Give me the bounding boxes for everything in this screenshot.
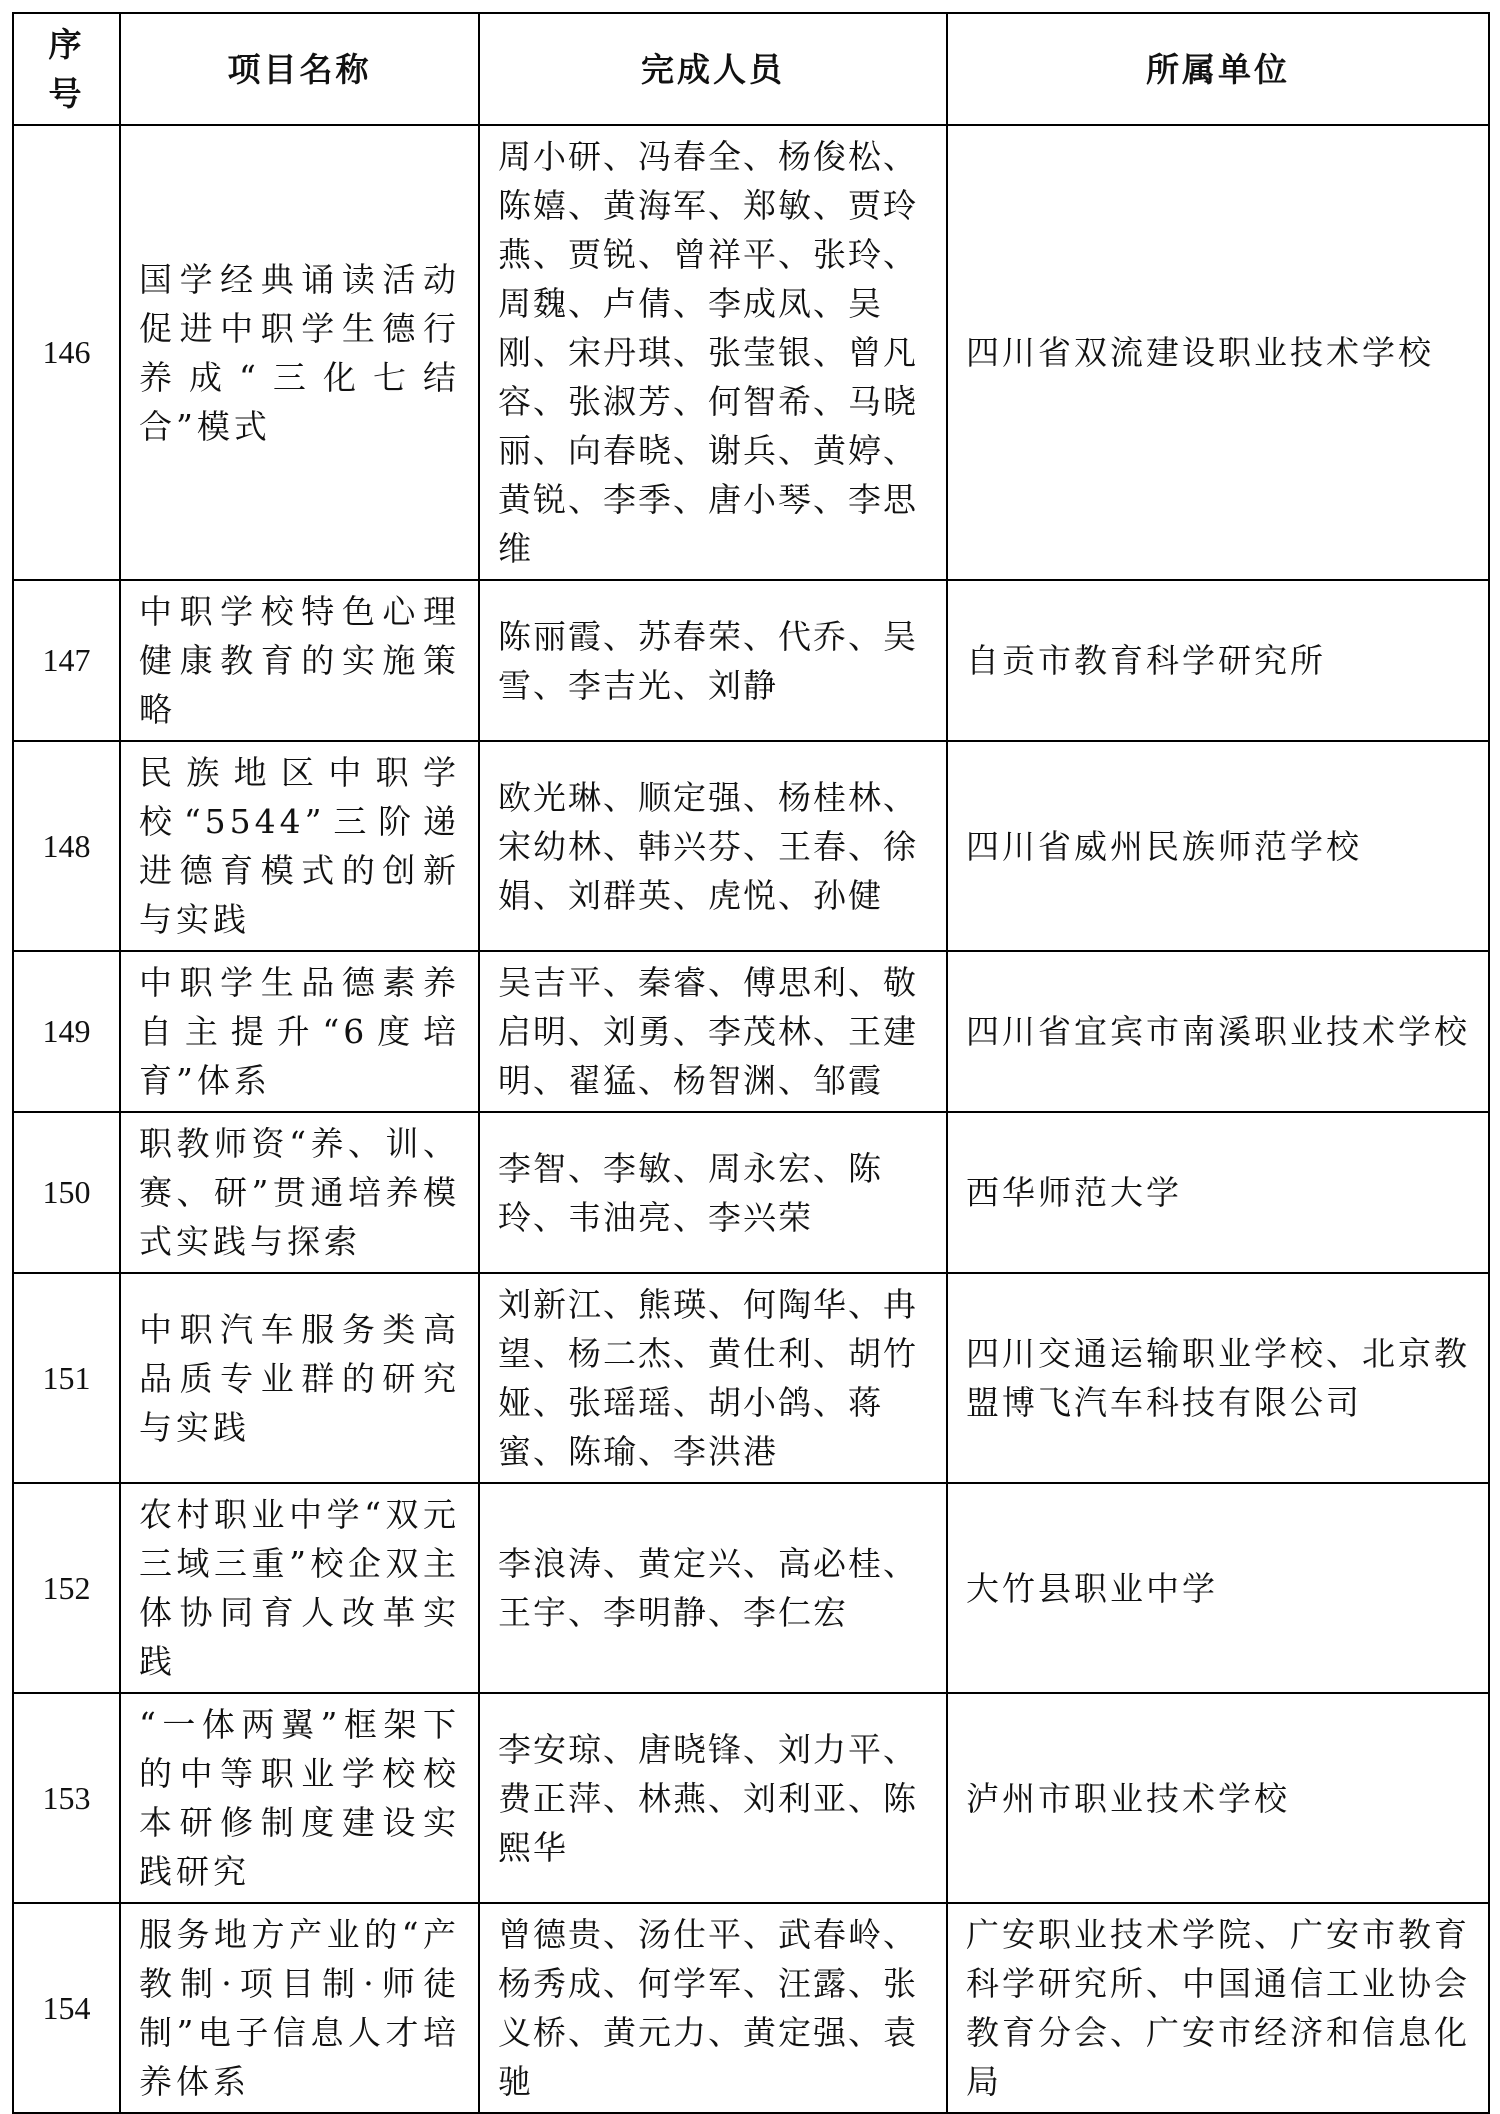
- members-cell: 刘新江、熊瑛、何陶华、冉望、杨二杰、黄仕利、胡竹娅、张瑶瑶、胡小鸽、蒋蜜、陈瑜、李洪港: [479, 1273, 947, 1483]
- table-row: [13, 741, 1489, 951]
- project-name-cell: 中职学校特色心理健康教育的实施策略: [120, 580, 479, 741]
- members-cell: 欧光琳、顺定强、杨桂林、宋幼林、韩兴芬、王春、徐娟、刘群英、虎悦、孙健: [479, 741, 947, 951]
- members-cell: 吴吉平、秦睿、傅思利、敬启明、刘勇、李茂林、王建明、翟猛、杨智渊、邹霞: [479, 951, 947, 1112]
- serial-number-cell: 151: [13, 1273, 120, 1483]
- project-name-cell: 服务地方产业的“产教制·项目制·师徒制”电子信息人才培养体系: [120, 1903, 479, 2113]
- serial-number-cell: 147: [13, 580, 120, 741]
- table-body: [13, 125, 1489, 2113]
- unit-cell: 广安职业技术学院、广安市教育科学研究所、中国通信工业协会教育分会、广安市经济和信息化局: [947, 1903, 1489, 2113]
- project-name-cell: 中职学生品德素养自主提升“6度培育”体系: [120, 951, 479, 1112]
- table-row: [13, 1693, 1489, 1903]
- table-row: [13, 125, 1489, 580]
- unit-cell: 泸州市职业技术学校: [947, 1693, 1489, 1903]
- serial-number-cell: 148: [13, 741, 120, 951]
- members-cell: 李安琼、唐晓锋、刘力平、费正萍、林燕、刘利亚、陈熙华: [479, 1693, 947, 1903]
- header-unit: 所属单位: [947, 13, 1489, 125]
- members-cell: 陈丽霞、苏春荣、代乔、吴雪、李吉光、刘静: [479, 580, 947, 741]
- serial-number-cell: 153: [13, 1693, 120, 1903]
- award-table: [12, 12, 1490, 2114]
- header-members: 完成人员: [479, 13, 947, 125]
- header-serial-number: 序号: [13, 13, 120, 125]
- unit-cell: 四川省威州民族师范学校: [947, 741, 1489, 951]
- members-cell: 李浪涛、黄定兴、高必桂、王宇、李明静、李仁宏: [479, 1483, 947, 1693]
- project-name-cell: 农村职业中学“双元三域三重”校企双主体协同育人改革实践: [120, 1483, 479, 1693]
- serial-number-cell: 152: [13, 1483, 120, 1693]
- unit-cell: 大竹县职业中学: [947, 1483, 1489, 1693]
- unit-cell: 四川交通运输职业学校、北京教盟博飞汽车科技有限公司: [947, 1273, 1489, 1483]
- table-row: [13, 1112, 1489, 1273]
- table-header-row: [13, 13, 1489, 125]
- project-name-cell: 国学经典诵读活动促进中职学生德行养成“三化七结合”模式: [120, 125, 479, 580]
- serial-number-cell: 150: [13, 1112, 120, 1273]
- members-cell: 曾德贵、汤仕平、武春岭、杨秀成、何学军、汪露、张义桥、黄元力、黄定强、袁驰: [479, 1903, 947, 2113]
- table-row: [13, 1903, 1489, 2113]
- serial-number-cell: 154: [13, 1903, 120, 2113]
- project-name-cell: 中职汽车服务类高品质专业群的研究与实践: [120, 1273, 479, 1483]
- table-row: [13, 580, 1489, 741]
- serial-number-cell: 146: [13, 125, 120, 580]
- unit-cell: 四川省宜宾市南溪职业技术学校: [947, 951, 1489, 1112]
- project-name-cell: 职教师资“养、训、赛、研”贯通培养模式实践与探索: [120, 1112, 479, 1273]
- table-row: [13, 1273, 1489, 1483]
- serial-number-cell: 149: [13, 951, 120, 1112]
- members-cell: 周小研、冯春全、杨俊松、陈嬉、黄海军、郑敏、贾玲燕、贾锐、曾祥平、张玲、周魏、卢倩、李成凤、吴刚、宋丹琪、张莹银、曾凡容、张淑芳、何智希、马晓丽、向春晓、谢兵、黄婷、黄锐、李季、唐小琴、李思维: [479, 125, 947, 580]
- members-cell: 李智、李敏、周永宏、陈玲、韦油亮、李兴荣: [479, 1112, 947, 1273]
- project-name-cell: 民族地区中职学校“5544”三阶递进德育模式的创新与实践: [120, 741, 479, 951]
- unit-cell: 自贡市教育科学研究所: [947, 580, 1489, 741]
- table-row: [13, 1483, 1489, 1693]
- header-project-name: 项目名称: [120, 13, 479, 125]
- table-row: [13, 951, 1489, 1112]
- unit-cell: 西华师范大学: [947, 1112, 1489, 1273]
- project-name-cell: “一体两翼”框架下的中等职业学校校本研修制度建设实践研究: [120, 1693, 479, 1903]
- unit-cell: 四川省双流建设职业技术学校: [947, 125, 1489, 580]
